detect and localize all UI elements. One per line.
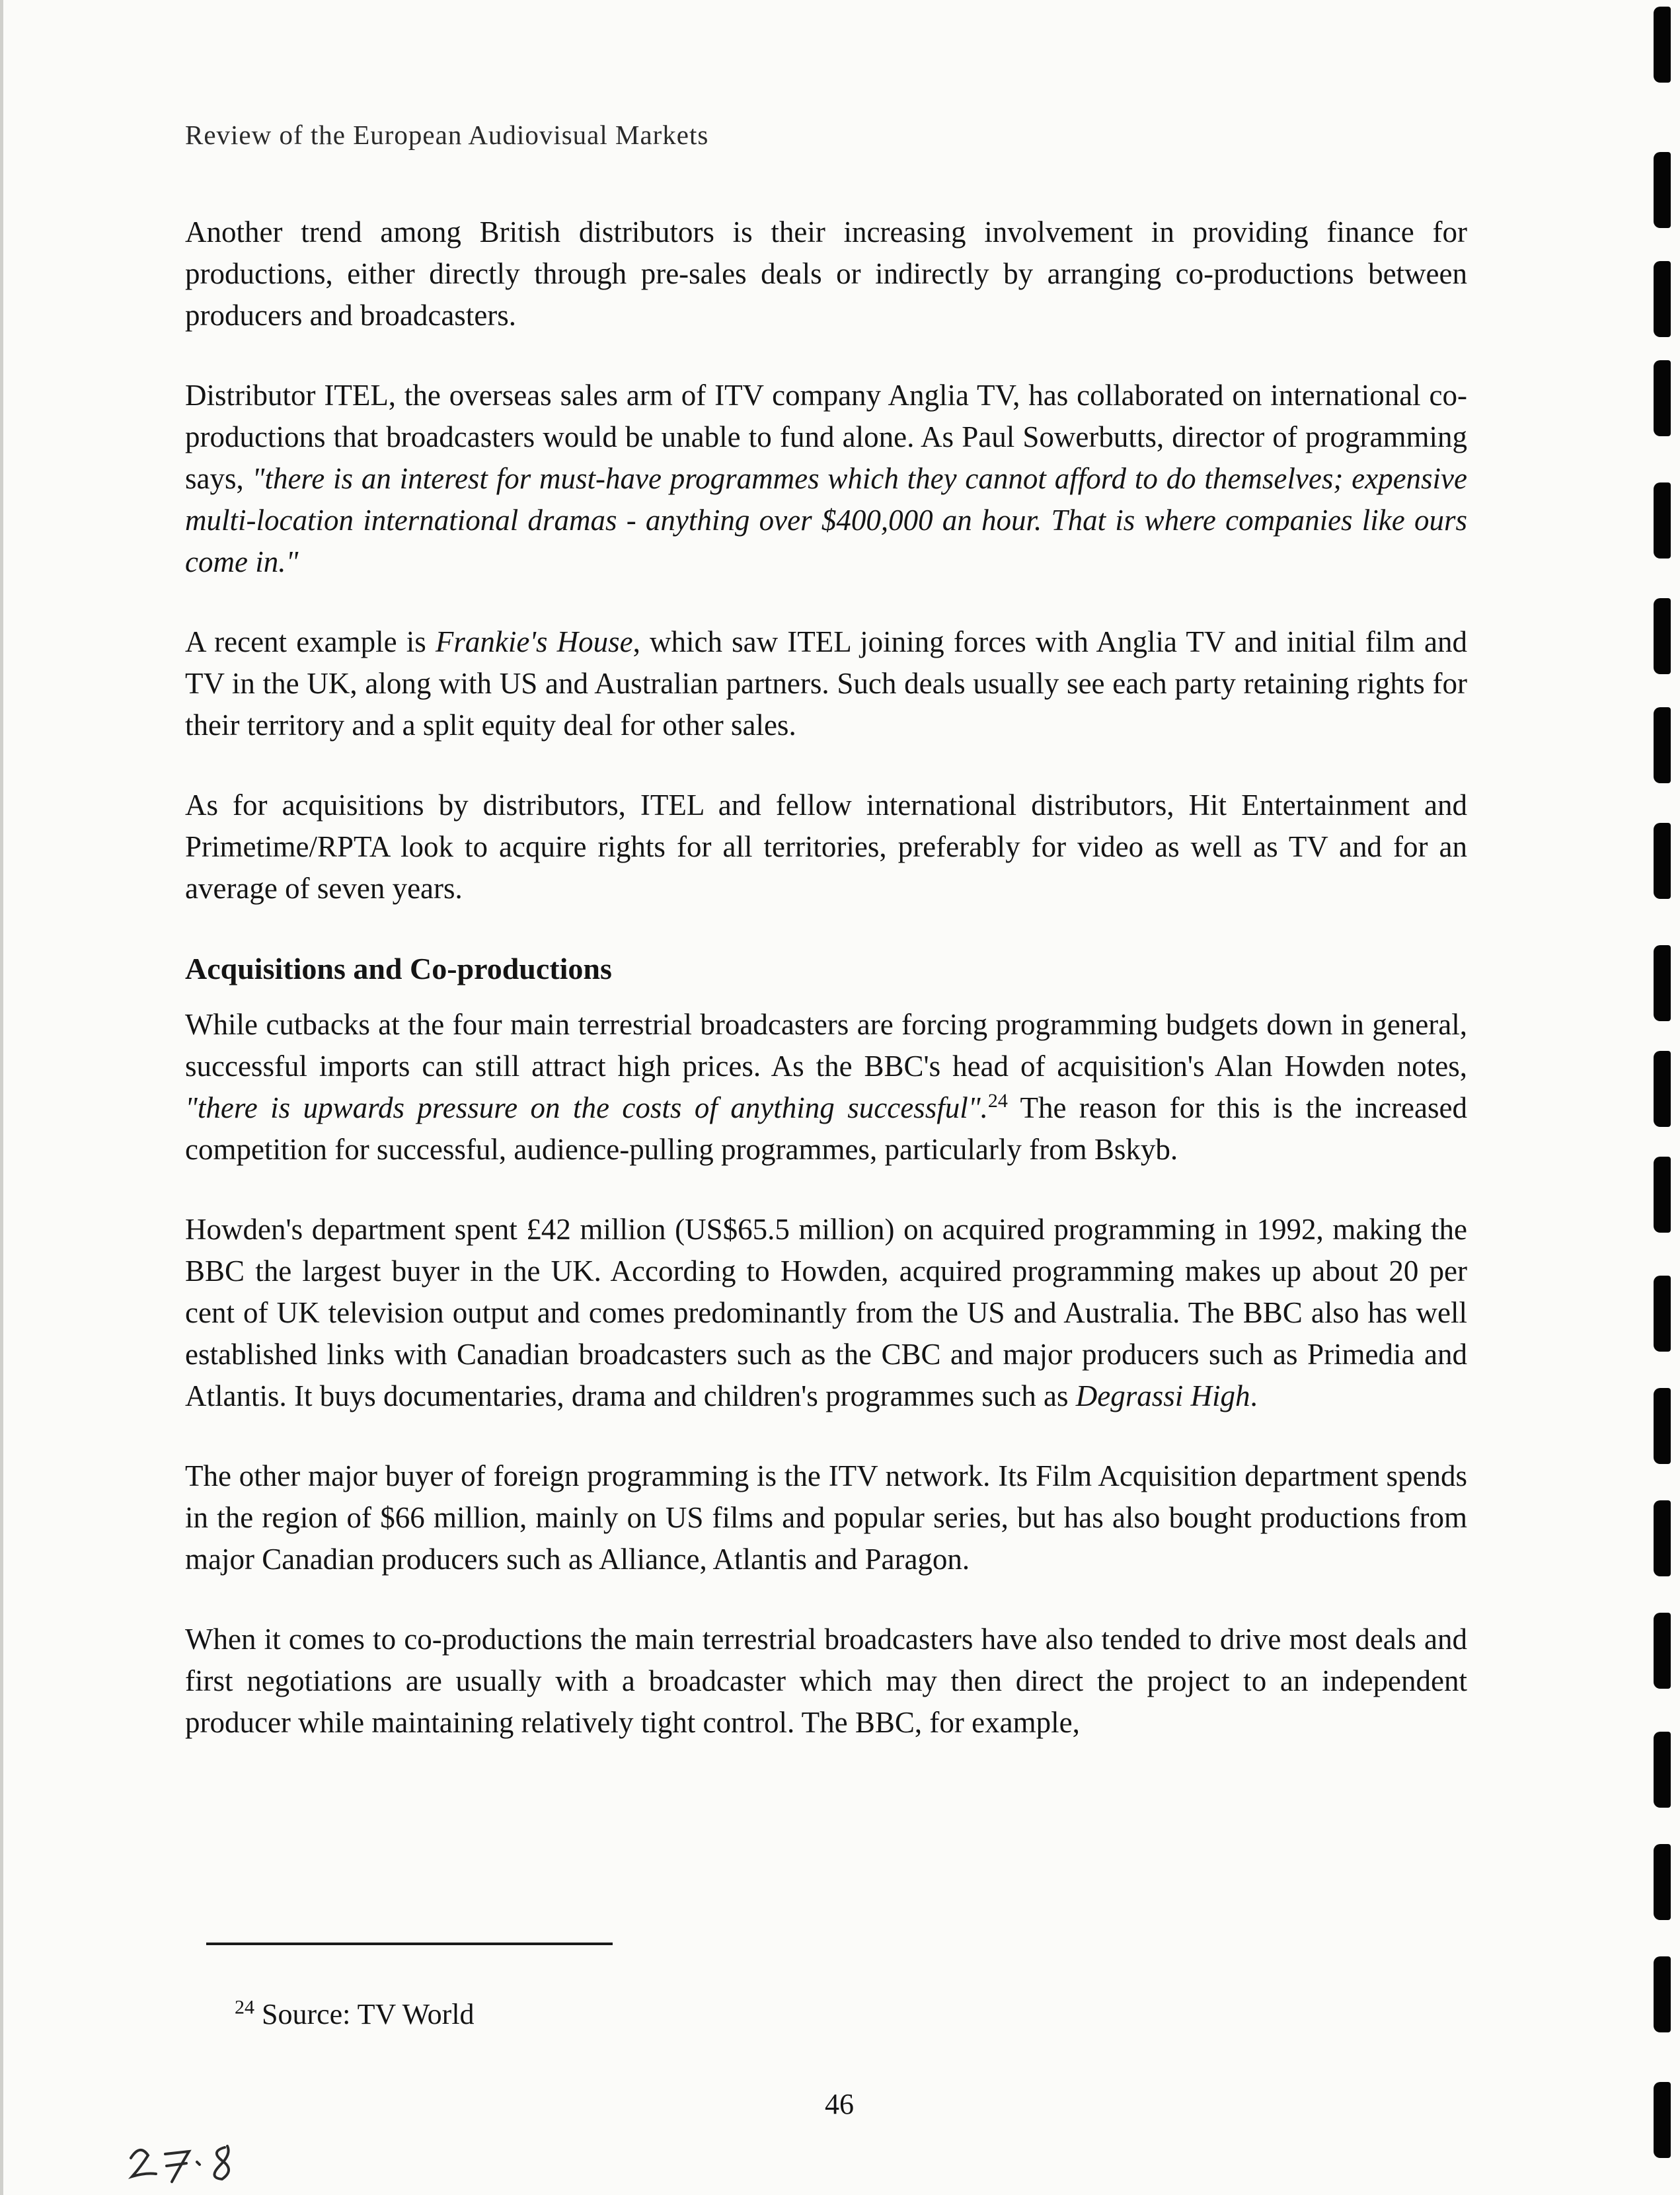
footnote-number: 24 [235,1996,254,2019]
itel-intro: Distributor ITEL, the overseas sales arm of ITV company Anglia TV, has collaborated on international co-productions that broadcasters would be unable to fund alone. As Paul Sowerbutts, director of programming says, [185,379,1467,495]
page-number: 46 [825,2088,854,2120]
degrassi-title: Degrassi High [1075,1379,1250,1412]
paragraph-frankies-house [185,621,1467,746]
body-text [185,212,1467,1782]
binding-hole [1654,360,1671,436]
cutbacks-rest: The reason for this is the increased competition for successful, audience-pulling programmes, particularly from Bskyb. [185,1091,1467,1166]
footnote [235,1997,475,2031]
footnote-text: Source: TV World [262,1998,475,2030]
page-edge [0,0,3,2195]
binding-hole [1654,1500,1671,1576]
paragraph-howden [185,1209,1467,1417]
binding-hole [1654,7,1671,83]
paragraph-distributor-finance: Another trend among British distributors is their increasing involvement in providing finance for productions, either directly through pre-sales deals or indirectly by arranging co-productions between producers and broadcasters. [185,215,1467,332]
binding-hole [1654,1157,1671,1233]
handwritten-note [126,2138,264,2194]
running-header: Review of the European Audiovisual Markets [185,120,709,150]
binding-hole [1654,1051,1671,1127]
section-heading: Acquisitions and Co-productions [185,952,612,985]
binding-hole [1654,598,1671,674]
binding-hole [1654,2082,1671,2158]
howden-lead: Howden's department spent £42 million (US$65.5 million) on acquired programming in 1992, making the BBC the largest buyer in the UK. According to Howden, acquired programming makes up about 20 per cent of UK television output and comes predominantly from the US and Australia. The BBC also has well established links with Canadian broadcasters such as the CBC and major producers such as Primedia and Atlantis. It buys documentaries, drama and children's programmes such as [185,1213,1467,1412]
footnote-rule [206,1943,613,1945]
frankie-lead: A recent example is [185,625,436,658]
binding-hole [1654,1613,1671,1689]
binding-hole [1654,1956,1671,2032]
paragraph-cutbacks [185,1004,1467,1171]
binding-hole [1654,1732,1671,1808]
paragraph-coproductions: When it comes to co-productions the main terrestrial broadcasters have also tended to drive most deals and first negotiations are usually with a broadcaster which may then direct the project to an independent producer while maintaining relatively tight control. The BBC, for example, [185,1623,1467,1739]
paragraph-itv: The other major buyer of foreign programming is the ITV network. Its Film Acquisition department spends in the region of $66 million, mainly on US films and popular series, but has also bought productions from major Canadian producers such as Alliance, Atlantis and Paragon. [185,1459,1467,1576]
binding-hole [1654,945,1671,1021]
binding-hole [1654,1844,1671,1920]
paragraph-acquisitions: As for acquisitions by distributors, ITEL and fellow international distributors, Hit Entertainment and Primetime/RPTA look to acquire rights for all territories, preferably for video as well as TV and for an average of seven years. [185,789,1467,905]
binding-hole [1654,823,1671,899]
frankies-house-title: Frankie's House [435,625,633,658]
footnote-ref[interactable]: 24 [987,1090,1008,1112]
binding-hole [1654,1276,1671,1352]
howden-quote: "there is upwards pressure on the costs of anything successful". [185,1091,988,1124]
frankie-rest: , which saw ITEL joining forces with Anglia TV and initial film and TV in the UK, along with US and Australian partners. Such deals usually see each party retaining rights for their territory and a split equity deal for other sales. [185,625,1467,742]
howden-end: . [1250,1379,1258,1412]
binding-hole [1654,707,1671,783]
binding-hole [1654,482,1671,558]
handwritten-note-drawing [126,2138,264,2191]
binding-hole [1654,1388,1671,1464]
paragraph-itel [185,375,1467,583]
cutbacks-lead: While cutbacks at the four main terrestrial broadcasters are forcing programming budgets down in general, successful imports can still attract high prices. As the BBC's head of acquisition's Alan Howden notes, [185,1008,1467,1083]
binding-hole [1654,261,1671,337]
binding-hole [1654,152,1671,228]
sowerbutts-quote: "there is an interest for must-have programmes which they cannot afford to do themselves; expensive multi-location international dramas - anything over $400,000 an hour. That is where companies like ours come in." [185,462,1467,578]
binding-holes [1644,0,1671,2195]
